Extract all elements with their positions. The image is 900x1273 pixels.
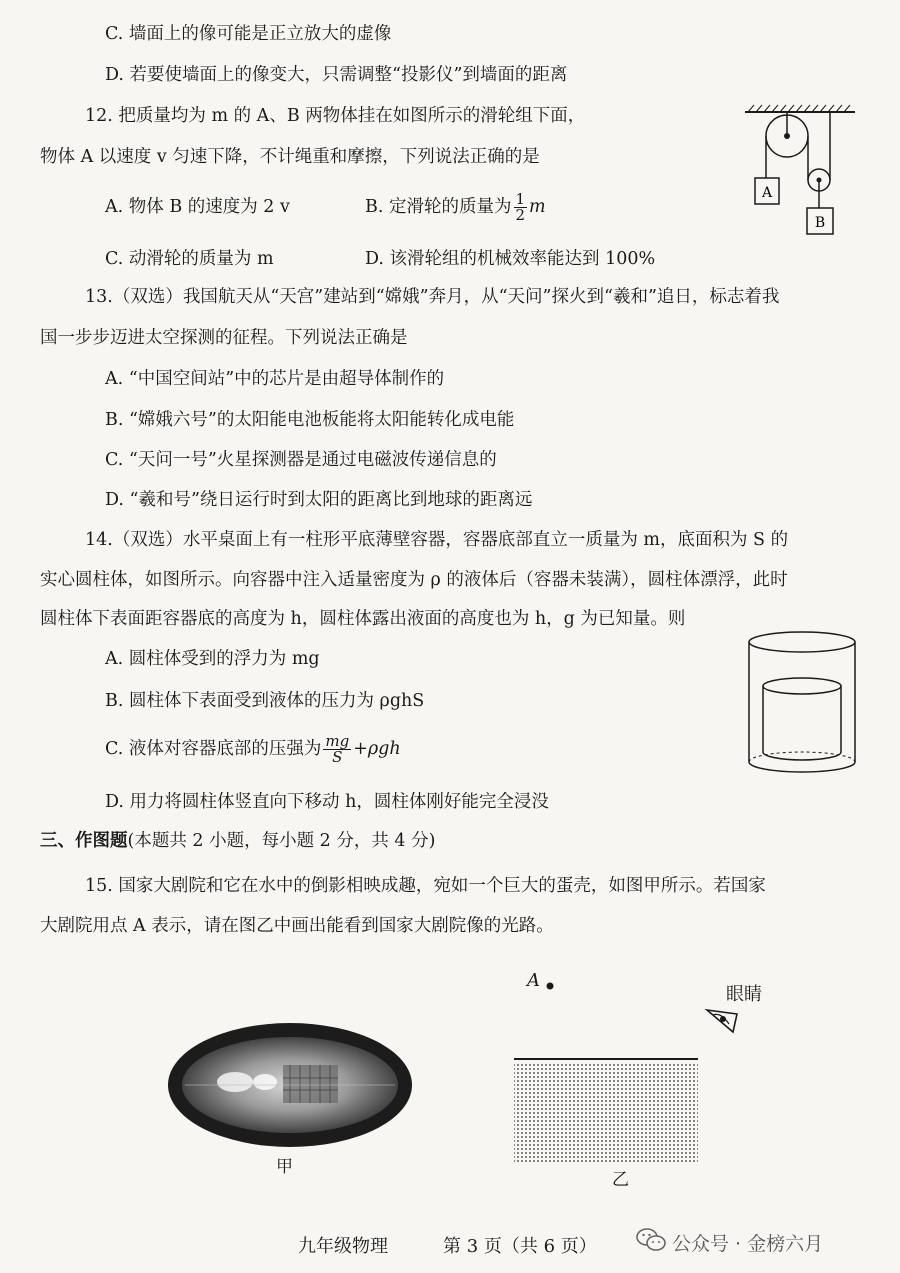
q12-option-c: C. 动滑轮的质量为 m: [105, 249, 274, 269]
q13-stem-line2: 国一步步迈进太空探测的征程。下列说法正确是: [40, 328, 408, 348]
footer-page-number: 第 3 页（共 6 页）: [443, 1236, 597, 1257]
q14-option-a: A. 圆柱体受到的浮力为 mg: [105, 649, 320, 669]
q12-option-b: [365, 190, 546, 224]
q14-stem-line1: 14.（双选）水平桌面上有一柱形平底薄壁容器，容器底部直立一质量为 m，底面积为 S 的: [85, 530, 789, 550]
water-surface: [512, 1055, 700, 1163]
footer-subject: 九年级物理: [298, 1236, 388, 1257]
q12-option-b-suffix: m: [529, 197, 546, 217]
point-a-dot: [544, 980, 556, 992]
figure-yi-caption: 乙: [612, 1170, 629, 1190]
eye-icon: [703, 1002, 743, 1036]
section3-title: 三、作图题: [40, 831, 128, 851]
q14-option-c: [105, 732, 401, 766]
section3-detail: (本题共 2 小题，每小题 2 分，共 4 分): [127, 831, 436, 851]
container-diagram: [745, 628, 860, 778]
q14-option-b: B. 圆柱体下表面受到液体的压力为 ρghS: [105, 691, 425, 711]
eye-label: 眼睛: [726, 984, 762, 1005]
q12-stem-line1: 12. 把质量均为 m 的 A、B 两物体挂在如图所示的滑轮组下面，: [85, 106, 586, 126]
q13-stem-line1: 13.（双选）我国航天从“天宫”建站到“嫦娥”奔月，从“天问”探火到“羲和”追日，标志着我: [85, 287, 780, 307]
q14-stem-line2: 实心圆柱体，如图所示。向容器中注入适量密度为 ρ 的液体后（容器未装满），圆柱体漂浮，此时: [40, 570, 788, 590]
fraction-numerator: 1: [515, 190, 526, 208]
section3-heading: [40, 829, 435, 853]
q13-option-b: B. “嫦娥六号”的太阳能电池板能将太阳能转化成电能: [105, 410, 515, 430]
watermark-text: 公众号 · 金榜六月: [672, 1233, 824, 1255]
q14-stem-line3: 圆柱体下表面距容器底的高度为 h，圆柱体露出液面的高度也为 h，g 为已知量。则: [40, 609, 686, 629]
q13-option-c: C. “天问一号”火星探测器是通过电磁波传递信息的: [105, 450, 497, 470]
wechat-icon: [635, 1226, 667, 1254]
figure-jia-caption: 甲: [276, 1157, 293, 1177]
q14-option-d: D. 用力将圆柱体竖直向下移动 h，圆柱体刚好能完全浸没: [105, 792, 549, 812]
pulley-diagram: [740, 100, 860, 245]
q13-option-d: D. “羲和号”绕日运行时到太阳的距离比到地球的距离远: [105, 490, 533, 510]
fraction-denominator: S: [332, 748, 343, 766]
point-a-label: A: [527, 970, 540, 991]
q12-option-d: D. 该滑轮组的机械效率能达到 100%: [365, 249, 656, 269]
opera-house-photo: [165, 1020, 415, 1150]
fraction-denominator: 2: [515, 206, 526, 224]
q15-stem-line1: 15. 国家大剧院和它在水中的倒影相映成趣，宛如一个巨大的蛋壳，如图甲所示。若国家: [85, 876, 766, 896]
q12-option-b-prefix: B. 定滑轮的质量为: [365, 197, 512, 217]
q14-option-c-fraction: [323, 734, 351, 765]
q13-option-a: A. “中国空间站”中的芯片是由超导体制作的: [105, 369, 445, 389]
block-b-label: B: [814, 215, 826, 231]
q14-option-c-prefix: C. 液体对容器底部的压强为: [105, 739, 322, 759]
q14-option-c-suffix: +ρgh: [353, 739, 401, 759]
q12-option-a: A. 物体 B 的速度为 2 v: [105, 197, 290, 217]
block-a-label: A: [761, 185, 773, 201]
q12-option-b-fraction: [514, 192, 528, 223]
fraction-numerator: mg: [325, 732, 350, 750]
q11-option-d: D. 若要使墙面上的像变大，只需调整“投影仪”到墙面的距离: [105, 65, 568, 85]
q15-stem-line2: 大剧院用点 A 表示，请在图乙中画出能看到国家大剧院像的光路。: [40, 916, 554, 936]
q11-option-c: C. 墙面上的像可能是正立放大的虚像: [105, 24, 392, 44]
q12-stem-line2: 物体 A 以速度 v 匀速下降，不计绳重和摩擦，下列说法正确的是: [40, 147, 540, 167]
